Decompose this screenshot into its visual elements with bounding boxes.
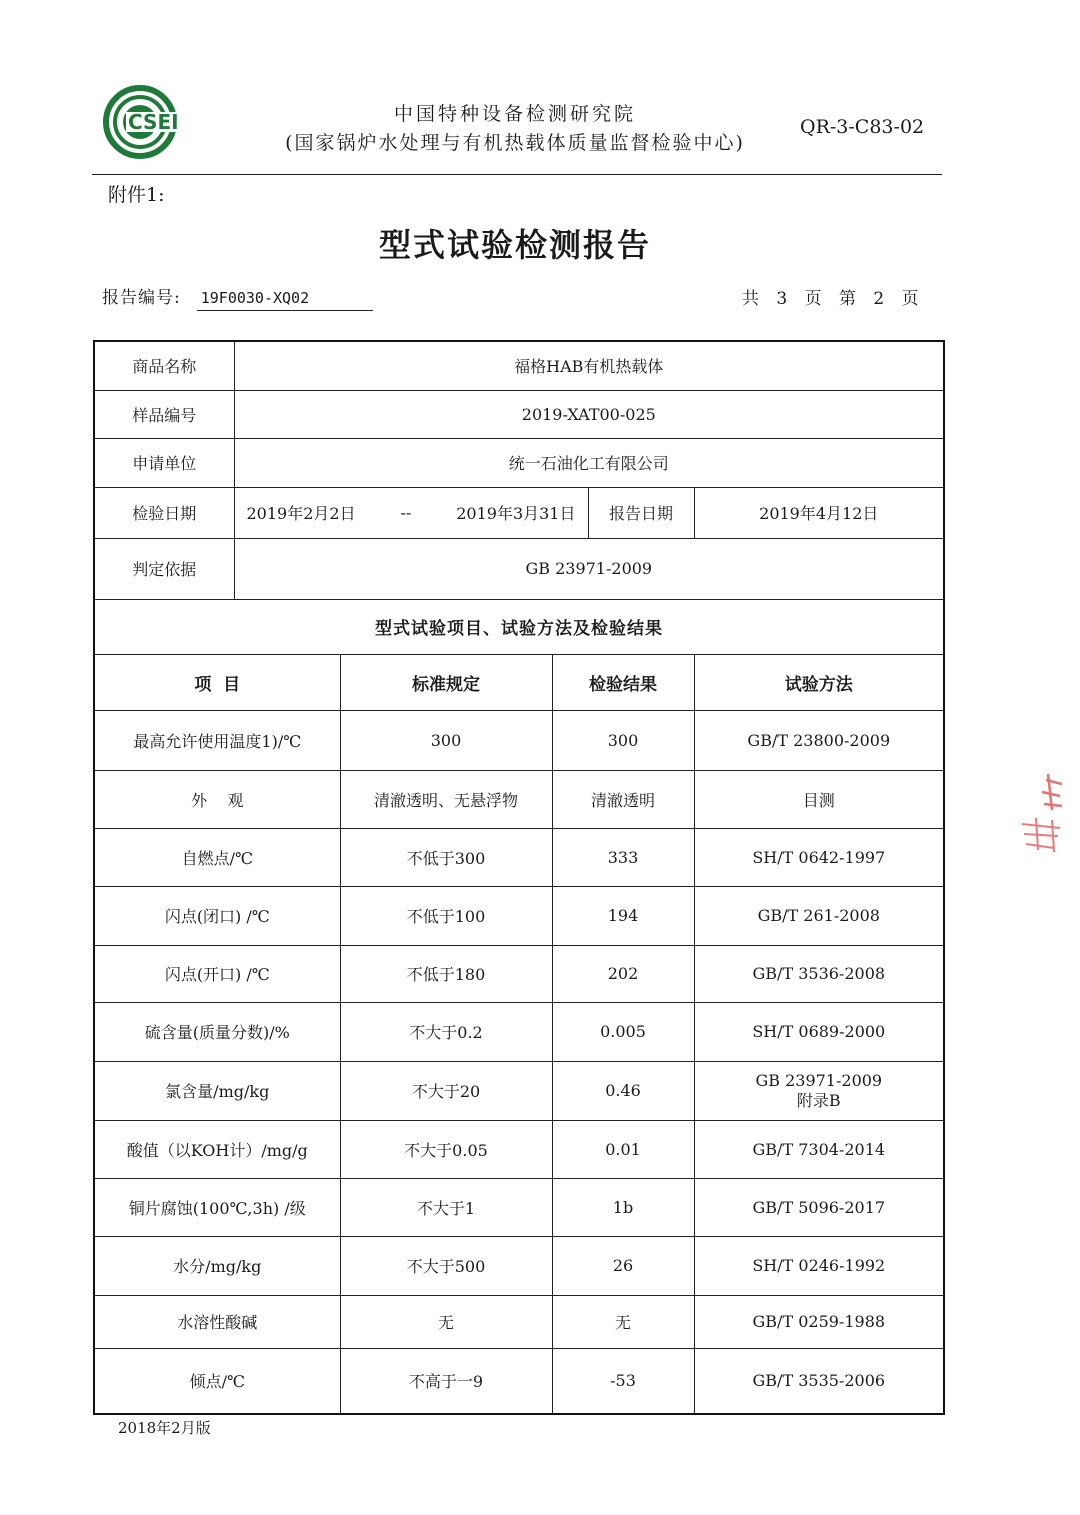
table-row xyxy=(94,1002,944,1061)
cell-method-text: SH/T 0642-1997 xyxy=(752,847,886,867)
cell-item-text: 最高允许使用温度1)/℃ xyxy=(133,731,302,751)
cell-item-text: 水分/mg/kg xyxy=(173,1257,262,1276)
basis-label: 判定依据 xyxy=(94,538,234,599)
cell-item-text: 水溶性酸碱 xyxy=(177,1313,258,1332)
cell-standard-text: 不大于1 xyxy=(416,1198,476,1218)
cell-standard-text: 无 xyxy=(437,1313,454,1332)
cell-result xyxy=(552,1236,694,1295)
cell-standard xyxy=(340,1120,552,1178)
cell-standard xyxy=(340,1236,552,1295)
date-row xyxy=(94,487,944,538)
cell-standard-text: 不大于0.2 xyxy=(409,1023,483,1042)
cell-result-text: 1b xyxy=(612,1197,634,1217)
cell-result-text: 0.005 xyxy=(600,1022,646,1041)
cell-item xyxy=(94,1348,340,1414)
table-row xyxy=(94,945,944,1002)
cell-item-text: 铜片腐蚀(100℃,3h) /级 xyxy=(128,1198,306,1218)
cell-standard xyxy=(340,770,552,828)
cell-standard-text: 不高于一9 xyxy=(408,1372,484,1392)
cell-standard xyxy=(340,1178,552,1236)
applicant-row xyxy=(94,438,944,487)
csei-logo-icon xyxy=(102,84,198,160)
report-date-label: 报告日期 xyxy=(588,487,694,538)
cell-method-text: GB/T 3535-2006 xyxy=(752,1371,886,1391)
cell-result-text: -53 xyxy=(610,1371,636,1391)
header-method: 试验方法 xyxy=(694,654,944,710)
cell-method-text: GB/T 23800-2009 xyxy=(747,730,891,750)
report-table xyxy=(93,340,945,1415)
cell-method xyxy=(694,710,944,770)
report-number xyxy=(102,283,373,311)
cell-standard xyxy=(340,828,552,886)
result-rows xyxy=(94,710,944,1414)
cell-standard-text: 不低于180 xyxy=(406,965,486,984)
basis-row xyxy=(94,538,944,599)
cell-item-text: 外 观 xyxy=(191,790,244,810)
table-row xyxy=(94,1120,944,1178)
cell-result-text: 194 xyxy=(607,906,639,925)
seal-stamp-icon xyxy=(1018,770,1062,854)
table-row xyxy=(94,886,944,945)
cell-method-text: GB/T 7304-2014 xyxy=(752,1139,886,1159)
cell-method xyxy=(694,1178,944,1236)
cell-method xyxy=(694,828,944,886)
cell-result xyxy=(552,886,694,945)
cell-item xyxy=(94,710,340,770)
table-row xyxy=(94,710,944,770)
cell-item xyxy=(94,1002,340,1061)
applicant-label: 申请单位 xyxy=(94,438,234,487)
org-line-2: (国家锅炉水处理与有机热载体质量监督检验中心) xyxy=(285,132,745,154)
organization-name xyxy=(270,100,760,158)
sample-row xyxy=(94,390,944,438)
cell-standard-text: 不低于100 xyxy=(406,907,486,926)
cell-method-text: GB/T 5096-2017 xyxy=(752,1197,886,1217)
cell-standard-text: 清澈透明、无悬浮物 xyxy=(373,790,518,810)
cell-result-text: 无 xyxy=(614,1313,631,1332)
cell-standard-text: 300 xyxy=(430,730,462,750)
cell-item-text: 氯含量/mg/kg xyxy=(165,1082,270,1101)
cell-method xyxy=(694,945,944,1002)
cell-item xyxy=(94,1295,340,1348)
report-number-value: 19F0030-XQ02 xyxy=(197,289,373,311)
cell-standard-text: 不低于300 xyxy=(406,848,486,868)
table-row xyxy=(94,770,944,828)
cell-result xyxy=(552,1061,694,1120)
product-value: 福格HAB有机热载体 xyxy=(234,341,944,390)
test-date-range xyxy=(234,487,588,538)
cell-item xyxy=(94,1061,340,1120)
cell-method xyxy=(694,770,944,828)
cell-result xyxy=(552,828,694,886)
header-standard: 标准规定 xyxy=(340,654,552,710)
cell-result-text: 333 xyxy=(607,847,639,867)
sample-label: 样品编号 xyxy=(94,390,234,438)
cell-method-text: GB/T 261-2008 xyxy=(757,906,880,925)
cell-item xyxy=(94,828,340,886)
test-date-label: 检验日期 xyxy=(94,487,234,538)
cell-result xyxy=(552,1178,694,1236)
cell-item xyxy=(94,770,340,828)
cell-standard xyxy=(340,710,552,770)
table-row xyxy=(94,1348,944,1414)
cell-item-text: 倾点/℃ xyxy=(189,1372,245,1392)
cell-standard xyxy=(340,945,552,1002)
cell-method-text: SH/T 0246-1992 xyxy=(752,1256,886,1275)
sample-value: 2019-XAT00-025 xyxy=(234,390,944,438)
cell-method-text: SH/T 0689-2000 xyxy=(752,1022,886,1041)
cell-item-text: 酸值（以KOH计）/mg/g xyxy=(126,1140,308,1160)
page-count: 共 3 页 第 2 页 xyxy=(742,289,919,309)
test-date-separator: -- xyxy=(400,503,412,522)
cell-standard-text: 不大于20 xyxy=(411,1082,481,1101)
cell-standard xyxy=(340,1002,552,1061)
cell-standard xyxy=(340,1295,552,1348)
cell-result-text: 26 xyxy=(612,1256,634,1275)
basis-value: GB 23971-2009 xyxy=(234,538,944,599)
cell-item-text: 自燃点/℃ xyxy=(181,848,253,868)
header-result: 检验结果 xyxy=(552,654,694,710)
cell-item xyxy=(94,1236,340,1295)
header-divider xyxy=(92,174,942,175)
cell-item-text: 硫含量(质量分数)/% xyxy=(144,1023,290,1042)
cell-result xyxy=(552,945,694,1002)
cell-method xyxy=(694,1236,944,1295)
cell-result-text: 0.46 xyxy=(605,1081,641,1100)
table-row xyxy=(94,828,944,886)
cell-item xyxy=(94,1120,340,1178)
cell-result xyxy=(552,710,694,770)
cell-item-text: 闪点(开口) /℃ xyxy=(164,965,270,984)
cell-method-text: GB/T 3536-2008 xyxy=(752,964,886,983)
cell-standard-text: 不大于500 xyxy=(406,1257,486,1276)
results-header-row xyxy=(94,654,944,710)
document-title: 型式试验检测报告 xyxy=(378,226,651,264)
table-row xyxy=(94,1178,944,1236)
cell-method xyxy=(694,886,944,945)
cell-result-text: 清澈透明 xyxy=(590,790,655,810)
header-item: 项 目 xyxy=(94,654,340,710)
cell-method-text: GB/T 0259-1988 xyxy=(752,1312,886,1331)
cell-result xyxy=(552,1295,694,1348)
cell-method xyxy=(694,1002,944,1061)
report-number-label: 报告编号: xyxy=(102,288,181,308)
cell-method xyxy=(694,1295,944,1348)
table-row xyxy=(94,1295,944,1348)
annex-label: 附件1: xyxy=(108,184,165,206)
cell-standard xyxy=(340,1348,552,1414)
cell-item xyxy=(94,886,340,945)
cell-result xyxy=(552,1002,694,1061)
report-date-value: 2019年4月12日 xyxy=(694,487,944,538)
cell-standard xyxy=(340,1061,552,1120)
cell-method xyxy=(694,1120,944,1178)
table-row xyxy=(94,1236,944,1295)
applicant-value: 统一石油化工有限公司 xyxy=(234,438,944,487)
cell-result-text: 300 xyxy=(607,730,639,750)
cell-result xyxy=(552,770,694,828)
form-code: QR-3-C83-02 xyxy=(800,116,925,138)
product-label: 商品名称 xyxy=(94,341,234,390)
edition-note: 2018年2月版 xyxy=(118,1419,211,1437)
product-row xyxy=(94,341,944,390)
cell-method xyxy=(694,1348,944,1414)
test-date-to: 2019年3月31日 xyxy=(456,504,576,523)
cell-method-text: GB 23971-2009 xyxy=(755,1070,883,1090)
cell-item xyxy=(94,1178,340,1236)
cell-standard-text: 不大于0.05 xyxy=(404,1140,488,1160)
cell-result xyxy=(552,1348,694,1414)
cell-item-text: 闪点(闭口) /℃ xyxy=(164,907,270,926)
svg-text:CSEI: CSEI xyxy=(128,110,179,134)
cell-item xyxy=(94,945,340,1002)
cell-method-appendix: 附录B xyxy=(796,1090,841,1110)
cell-standard xyxy=(340,886,552,945)
test-date-from: 2019年2月2日 xyxy=(246,504,356,523)
cell-method xyxy=(694,1061,944,1120)
table-row xyxy=(94,1061,944,1120)
cell-method-text: 目测 xyxy=(802,790,835,810)
cell-result-text: 0.01 xyxy=(605,1139,641,1159)
cell-result xyxy=(552,1120,694,1178)
results-section-row xyxy=(94,599,944,654)
org-line-1: 中国特种设备检测研究院 xyxy=(393,103,636,125)
results-section-title: 型式试验项目、试验方法及检验结果 xyxy=(94,599,944,654)
cell-result-text: 202 xyxy=(607,964,639,983)
